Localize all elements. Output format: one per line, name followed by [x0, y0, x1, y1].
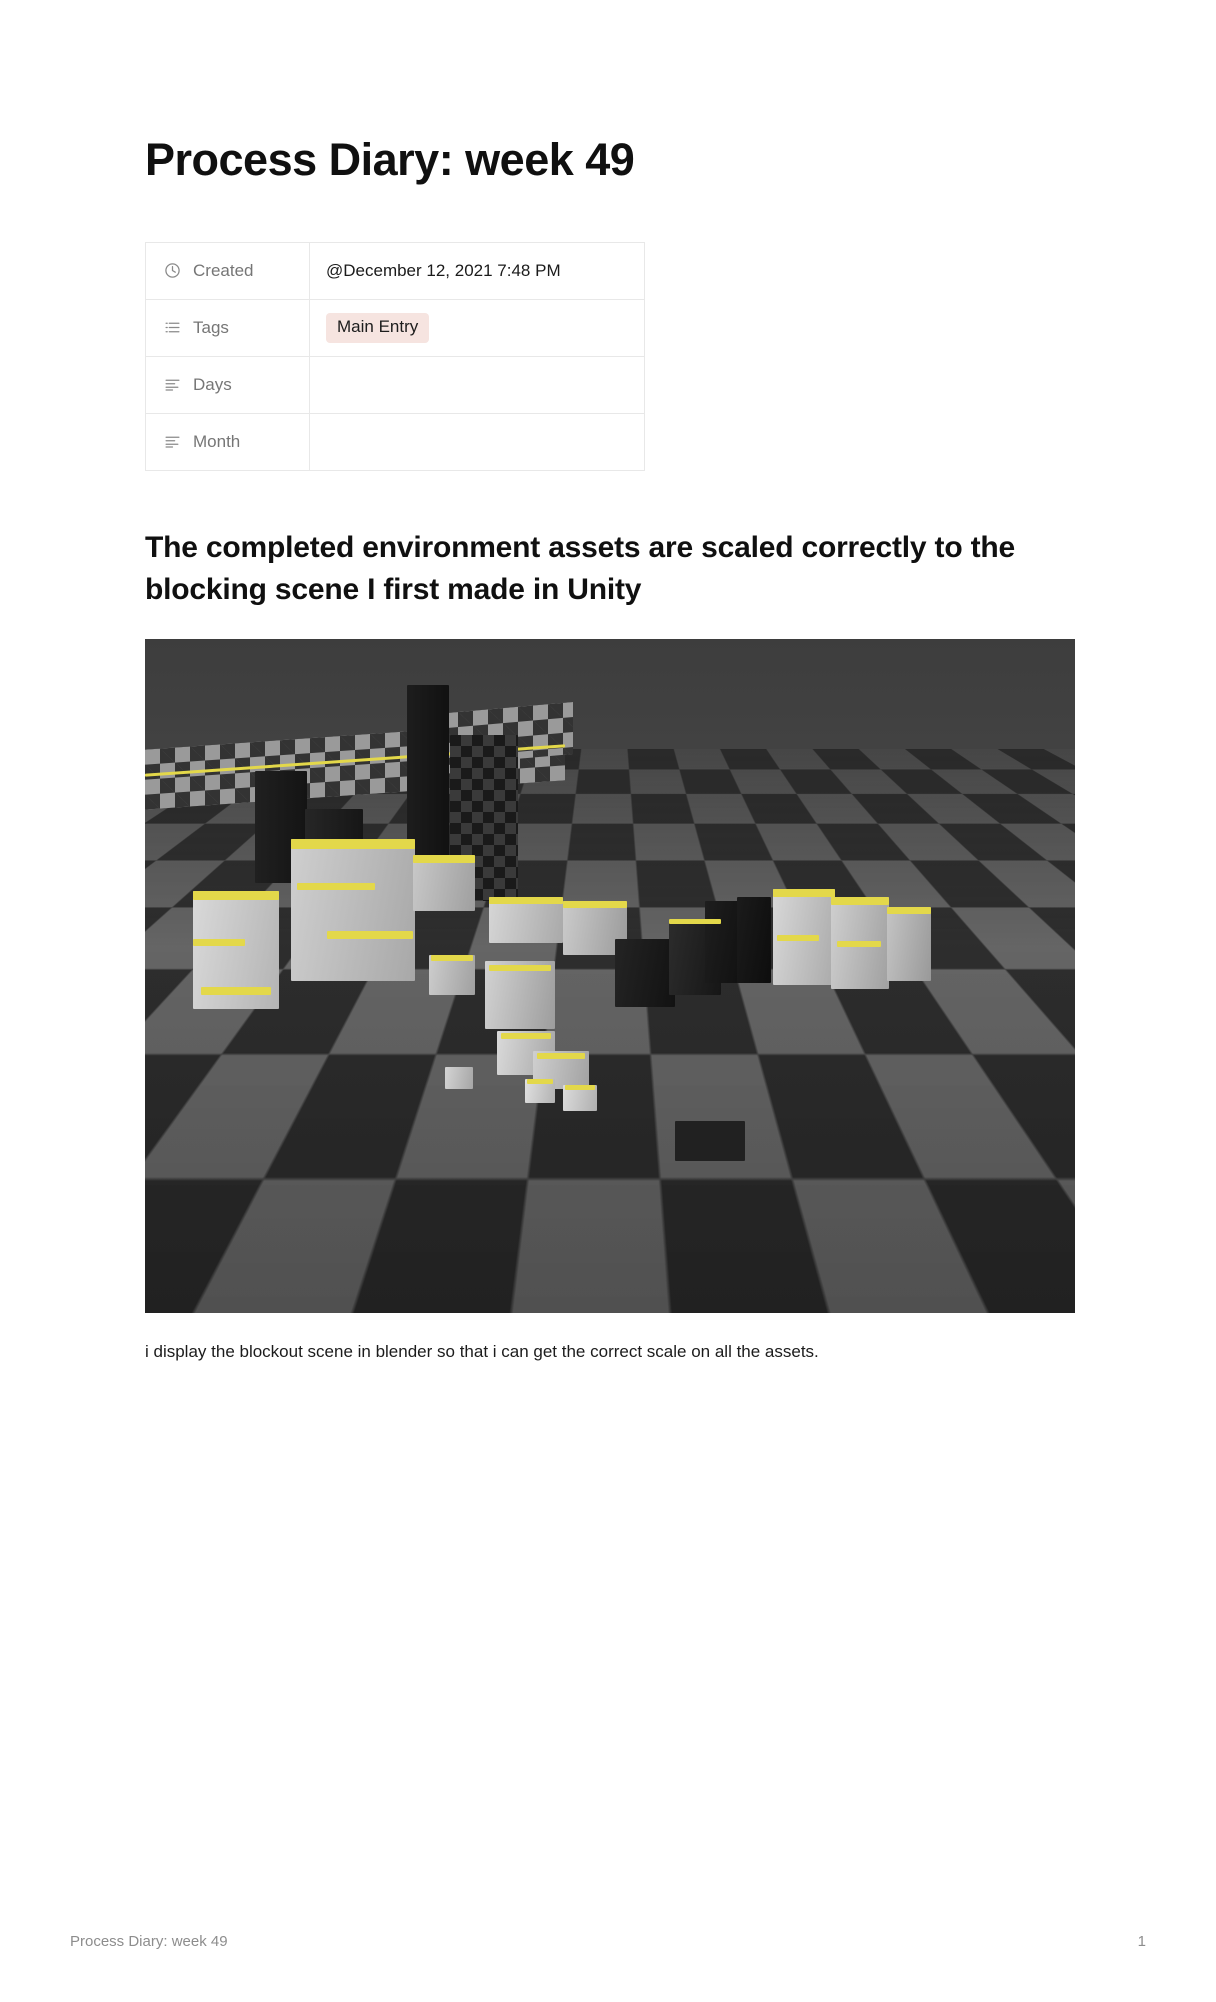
status-badge[interactable]: Main Entry	[326, 313, 429, 343]
scene-accent-1	[193, 891, 279, 900]
scene-accent-21	[565, 1085, 595, 1090]
scene-accent-2	[193, 939, 245, 946]
property-key-month	[146, 413, 310, 470]
property-value-days[interactable]	[310, 356, 645, 413]
property-key-created	[146, 242, 310, 299]
text-lines-icon	[164, 433, 181, 450]
property-key-tags	[146, 299, 310, 356]
property-label: Created	[193, 260, 254, 280]
scene-block-right-3	[887, 907, 931, 981]
scene-accent-4	[291, 839, 415, 849]
scene-accent-15	[773, 889, 835, 897]
property-key-days	[146, 356, 310, 413]
property-label: Days	[193, 374, 232, 394]
scene-block-mid-1	[429, 955, 475, 995]
scene-block-right-dark	[737, 897, 771, 983]
scene-accent-11	[537, 1053, 585, 1059]
section-heading: The completed environment assets are scaled correctly to the blocking scene I first made in Unity	[145, 530, 1015, 606]
scene-block-dark-cluster-1	[615, 939, 675, 1007]
scene-accent-5	[297, 883, 375, 890]
scene-accent-20	[527, 1079, 553, 1084]
scene-accent-8	[431, 955, 473, 961]
property-value-month[interactable]	[310, 413, 645, 470]
page-footer	[70, 1933, 1146, 1950]
clock-icon	[164, 262, 181, 279]
blockout-scene-image	[145, 639, 1075, 1313]
property-label: Tags	[193, 317, 229, 337]
property-value-tags[interactable]	[310, 299, 645, 356]
scene-accent-19	[887, 907, 931, 914]
scene-block-light-3	[413, 855, 475, 911]
scene-accent-3	[201, 987, 271, 995]
scene-accent-18	[837, 941, 881, 947]
scene-accent-12	[489, 897, 563, 904]
scene-accent-16	[777, 935, 819, 941]
scene-accent-13	[563, 901, 627, 908]
property-value-created[interactable]: @December 12, 2021 7:48 PM	[310, 242, 645, 299]
table-row	[146, 413, 645, 470]
scene-block-light-2	[291, 839, 415, 981]
footer-title: Process Diary: week 49	[70, 1933, 228, 1950]
property-label: Month	[193, 431, 241, 451]
table-row	[146, 299, 645, 356]
page-number: 1	[1137, 1933, 1146, 1950]
scene-floor-patch-dark	[675, 1121, 745, 1161]
properties-table	[145, 242, 645, 471]
scene-accent-10	[501, 1033, 551, 1039]
text-lines-icon	[164, 376, 181, 393]
scene-accent-6	[327, 931, 413, 939]
figure-caption: i display the blockout scene in blender so that i can get the correct scale on all the assets.	[145, 1341, 819, 1361]
scene-accent-17	[831, 897, 889, 905]
list-icon	[164, 319, 181, 336]
scene-accent-9	[489, 965, 551, 971]
table-row	[146, 356, 645, 413]
scene-accent-14	[669, 919, 721, 924]
scene-accent-7	[413, 855, 475, 863]
page-title: Process Diary: week 49	[145, 134, 635, 185]
table-row	[146, 242, 645, 299]
scene-block-center-1	[485, 961, 555, 1029]
scene-block-front-3	[445, 1067, 473, 1089]
